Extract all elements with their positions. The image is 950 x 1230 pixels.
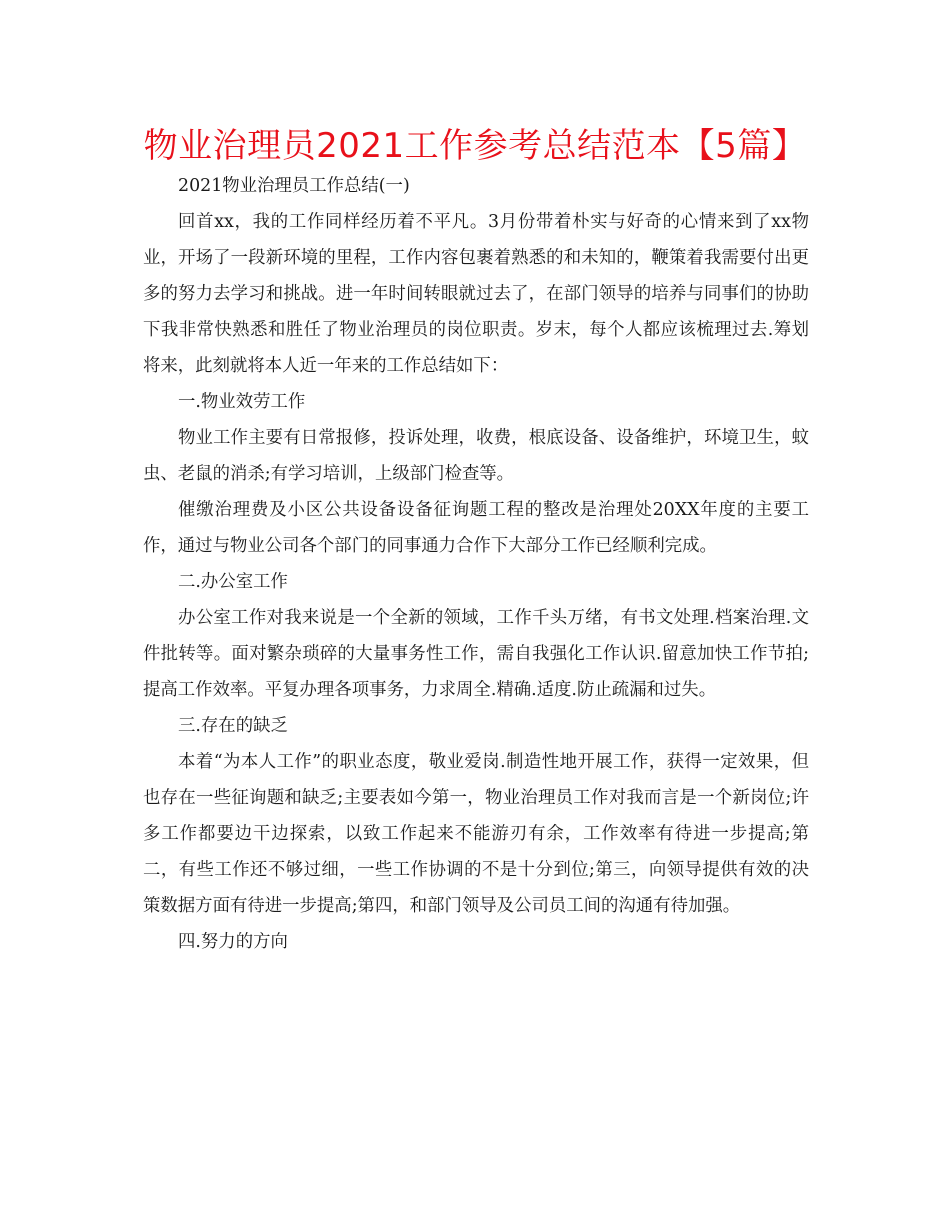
section-paragraph: 催缴治理费及小区公共设备设备征询题工程的整改是治理处20XX年度的主要工作，通过与物业公司各个部门的同事通力合作下大部分工作已经顺利完成。 [143, 500, 809, 556]
intro-paragraph: 回首xx，我的工作同样经历着不平凡。3月份带着朴实与好奇的心情来到了xx物业，开场了一段新环境的里程，工作内容包裹着熟悉的和未知的，鞭策着我需要付出更多的努力去学习和挑战。进一年时间转眼就过去了，在部门领导的培养与同事们的协助下我非常快熟悉和胜任了物业治理员的岗位职责。岁末，每个人都应该梳理过去.筹划将来，此刻就将本人近一年来的工作总结如下： [143, 212, 809, 376]
document-title: 物业治理员2021工作参考总结范本【5篇】 [143, 126, 807, 166]
section-paragraph: 办公室工作对我来说是一个全新的领域，工作千头万绪，有书文处理.档案治理.文件批转等。面对繁杂琐碎的大量事务性工作，需自我强化工作认识.留意加快工作节拍;提高工作效率。平复办理各项事务，力求周全.精确.适度.防止疏漏和过失。 [143, 608, 809, 700]
section-heading-direction: 四.努力的方向 [178, 932, 288, 952]
section-paragraph: 本着“为本人工作”的职业态度，敬业爱岗.制造性地开展工作，获得一定效果，但也存在一些征询题和缺乏;主要表如今第一，物业治理员工作对我而言是一个新岗位;许多工作都要边干边探索，以致工作起来不能游刃有余，工作效率有待进一步提高;第二，有些工作还不够过细，一些工作协调的不是十分到位;第三，向领导提供有效的决策数据方面有待进一步提高;第四，和部门领导及公司员工间的沟通有待加强。 [143, 752, 809, 916]
section-heading-shortcomings: 三.存在的缺乏 [178, 716, 288, 736]
section-heading-office: 二.办公室工作 [178, 572, 288, 592]
section-heading-service: 一.物业效劳工作 [178, 392, 306, 412]
document-subtitle: 2021物业治理员工作总结(一) [178, 176, 410, 196]
section-paragraph: 物业工作主要有日常报修，投诉处理，收费，根底设备、设备维护，环境卫生，蚊虫、老鼠的消杀;有学习培训，上级部门检查等。 [143, 428, 809, 484]
document-body [143, 168, 809, 960]
